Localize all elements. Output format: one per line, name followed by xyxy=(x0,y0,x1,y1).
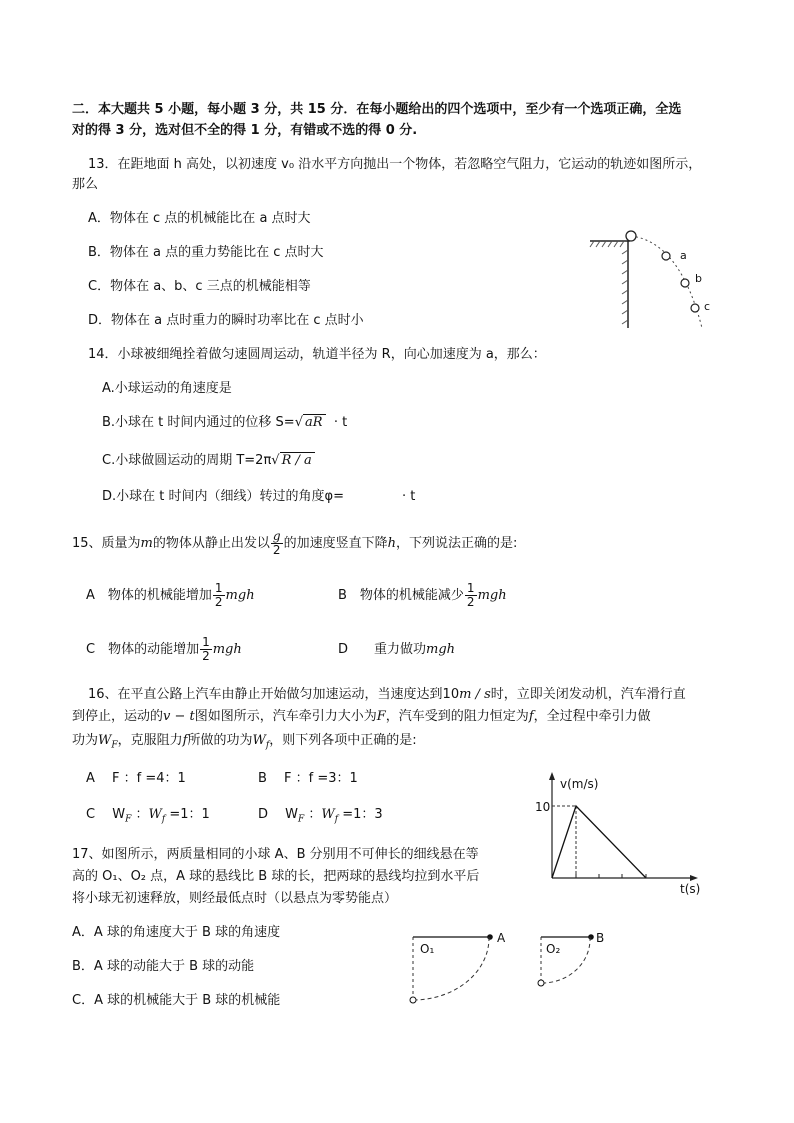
q13-label-b: b xyxy=(695,272,702,285)
q16-line1: 16、在平直公路上汽车由静止开始做匀加速运动，当速度达到10m / s时，立即关闭发动机，汽车滑行直 xyxy=(88,687,686,702)
q16-velocity-line xyxy=(552,806,646,878)
q14-stem: 14．小球被细绳拴着做匀速圆周运动，轨道半径为 R，向心加速度为 a，那么： xyxy=(88,347,546,362)
q17-label-b: B xyxy=(596,931,605,945)
q17-ball-b-bottom xyxy=(538,980,544,986)
q13-ball-b xyxy=(681,279,689,287)
q17-pendulum-figure xyxy=(405,928,615,1008)
q16-option-a: A F ：f =4：1 xyxy=(86,771,186,786)
q13-option-c: C．物体在 a、b、c 三点的机械能相等 xyxy=(88,279,311,294)
q17-ball-a-start xyxy=(487,934,493,940)
q16-graph-tick-10: 10 xyxy=(535,800,551,814)
q13-stem-line1: 13．在距地面 h 高处，以初速度 v₀ 沿水平方向抛出一个物体，若忽略空气阻力，它运动的轨迹如图所示， xyxy=(88,157,702,172)
q16-option-d: D $W_F$ ：$W_f =1$：3 xyxy=(258,807,383,825)
q14-option-b: B.小球在 t 时间内通过的位移 S=√ aR · t xyxy=(102,415,348,430)
q17-label-a: A xyxy=(497,931,506,945)
q13-option-b: B．物体在 a 点的重力势能比在 c 点时大 xyxy=(88,245,324,260)
q14-sqrt-aR: aR xyxy=(303,414,326,430)
q13-label-a: a xyxy=(680,249,687,262)
q17-ball-a-bottom xyxy=(410,997,416,1003)
q16-option-b: B F ：f =3：1 xyxy=(258,771,358,786)
q14-option-c: C.小球做圆运动的周期 T=2π√ R / a xyxy=(102,452,315,470)
q15-g-over-2: $\frac{g}{2}$ xyxy=(272,529,281,557)
q15-option-d: D 重力做功mgh xyxy=(338,642,456,657)
q13-ball-c xyxy=(691,304,699,312)
q17-label-o1: O₁ xyxy=(420,942,435,956)
q13-stem-line2: 那么 xyxy=(72,177,99,192)
q16-line3: 功为$W_F$，克服阻力f所做的功为$W_f$，则下列各项中正确的是: xyxy=(72,733,417,751)
q13-label-c: c xyxy=(704,300,711,313)
q14-option-a: A.小球运动的角速度是 xyxy=(102,381,232,396)
q13-option-a: A．物体在 c 点的机械能比在 a 点时大 xyxy=(88,211,311,226)
q16-option-c: C $W_F$ ：$W_f =1$：1 xyxy=(86,807,210,825)
q13-launch-ball xyxy=(626,231,636,241)
q14-sqrt-R-over-a: R / a xyxy=(280,452,315,468)
q17-ball-b-start xyxy=(588,934,594,940)
section-header-line1: 二．本大题共 5 小题，每小题 3 分，共 15 分．在每小题给出的四个选项中，至少有一个选项正确，全选 xyxy=(72,102,682,117)
q15-stem: 15、质量为m的物体从静止出发以 $\frac{g}{2}$ 的加速度竖直下降h，下列说法正确的是: xyxy=(72,529,518,557)
q13-option-d: D．物体在 a 点时重力的瞬时功率比在 c 点时小 xyxy=(88,313,364,328)
q17-option-a: A．A 球的角速度大于 B 球的角速度 xyxy=(72,925,281,940)
q17-line2: 高的 O₁、O₂ 点，A 球的悬线比 B 球的长，把两球的悬线均拉到水平后 xyxy=(72,869,480,884)
q14-option-d: D.小球在 t 时间内（细线）转过的角度φ= · t xyxy=(102,489,416,504)
q17-option-b: B．A 球的动能大于 B 球的动能 xyxy=(72,959,255,974)
section-header-line2: 对的得 3 分，选对但不全的得 1 分，有错或不选的得 0 分. xyxy=(72,123,418,138)
q15-option-a: A 物体的机械能增加 $\frac{1}{2}$ mgh xyxy=(86,581,255,609)
q13-trajectory xyxy=(631,236,702,328)
q17-option-c: C．A 球的机械能大于 B 球的机械能 xyxy=(72,993,281,1008)
q16-graph-ylabel: v(m/s) xyxy=(560,777,599,791)
q16-line2: 到停止，运动的v − t图如图所示，汽车牵引力大小为F，汽车受到的阻力恒定为f，全过程中牵引力做 xyxy=(72,709,651,724)
q17-label-o2: O₂ xyxy=(546,942,561,956)
q15-option-c: C 物体的动能增加 $\frac{1}{2}$ mgh xyxy=(86,635,242,663)
q15-option-b: B 物体的机械能减少 $\frac{1}{2}$ mgh xyxy=(338,581,507,609)
q17-line1: 17、如图所示，两质量相同的小球 A、B 分别用不可伸长的细线悬在等 xyxy=(72,847,479,862)
q13-ball-a xyxy=(662,252,670,260)
q17-line3: 将小球无初速释放，则经最低点时（以悬点为零势能点） xyxy=(72,891,398,906)
q16-graph-xlabel: t(s) xyxy=(680,882,701,896)
